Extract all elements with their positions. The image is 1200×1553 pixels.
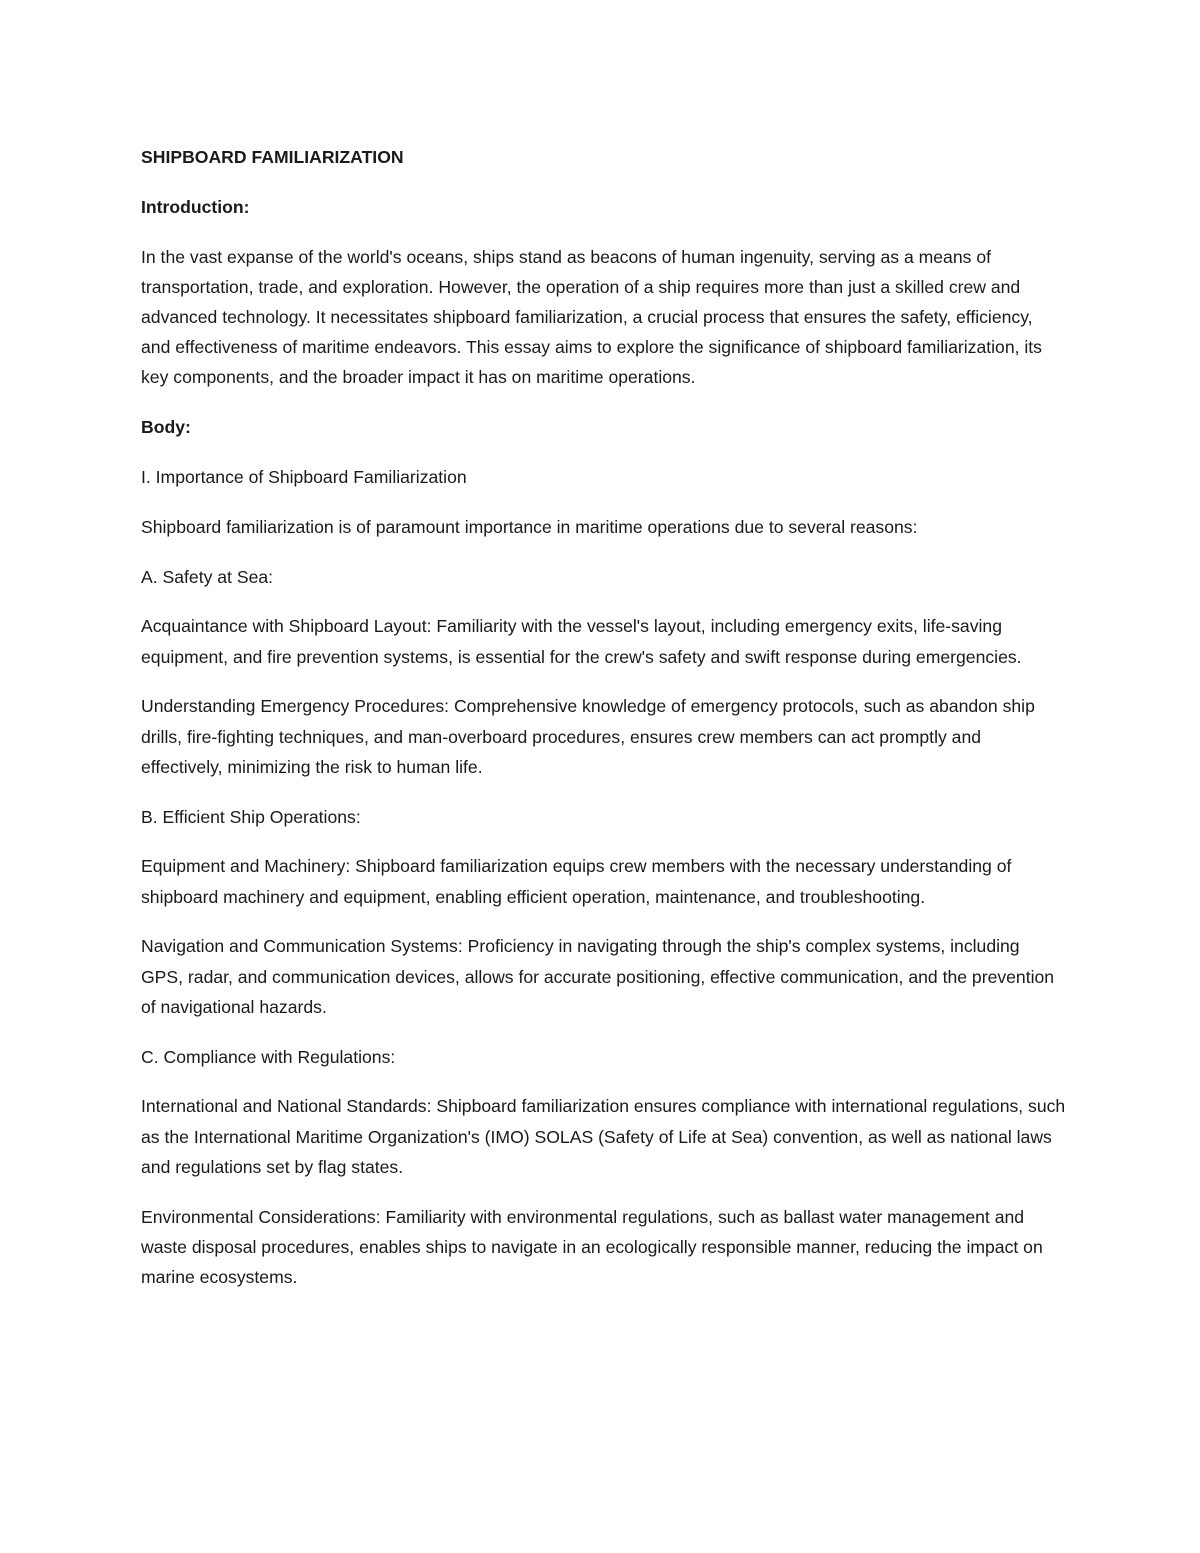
subsection-a-paragraph-2: Understanding Emergency Procedures: Comprehensive knowledge of emergency protocols, such as abandon ship drills, fire-fighting techniques, and man-overboard procedures, ensures crew members can act promptly and effectively, minimizing the risk to human life. — [141, 696, 1035, 777]
introduction-paragraph: In the vast expanse of the world's oceans, ships stand as beacons of human ingenuity, serving as a means of transportation, trade, and exploration. However, the operation of a ship requires more than just a skilled crew and advanced technology. It necessitates shipboard familiarization, a crucial process that ensures the safety, efficiency, and effectiveness of maritime endeavors. This essay aims to explore the significance of shipboard familiarization, its key components, and the broader impact it has on maritime operations. — [141, 246, 1042, 388]
subsection-a-heading: A. Safety at Sea: — [141, 566, 274, 587]
section-1-intro: Shipboard familiarization is of paramount importance in maritime operations due to several reasons: — [141, 516, 918, 537]
subsection-a-paragraph-1: Acquaintance with Shipboard Layout: Familiarity with the vessel's layout, including emergency exits, life-saving equipment, and fire prevention systems, is essential for the crew's safety and swift response during emergencies. — [141, 616, 1022, 667]
subsection-c-paragraph-1: International and National Standards: Shipboard familiarization ensures compliance with international regulations, such as the International Maritime Organization's (IMO) SOLAS (Safety of Life at Sea) convention, as well as national laws and regulations set by flag states. — [141, 1096, 1066, 1177]
subsection-b-paragraph-1: Equipment and Machinery: Shipboard familiarization equips crew members with the necessary understanding of shipboard machinery and equipment, enabling efficient operation, maintenance, and troubleshooting. — [141, 856, 1012, 907]
subsection-c-heading: C. Compliance with Regulations: — [141, 1046, 396, 1067]
subsection-c-paragraph-2: Environmental Considerations: Familiarity with environmental regulations, such as ballast water management and waste disposal procedures, enables ships to navigate in an ecologically responsible manner, reducing the impact on marine ecosystems. — [141, 1206, 1043, 1287]
document-title: SHIPBOARD FAMILIARIZATION — [141, 147, 404, 167]
subsection-b-paragraph-2: Navigation and Communication Systems: Proficiency in navigating through the ship's complex systems, including GPS, radar, and communication devices, allows for accurate positioning, effective communication, and the prevention of navigational hazards. — [141, 936, 1055, 1017]
subsection-b-heading: B. Efficient Ship Operations: — [141, 806, 361, 827]
body-heading: Body: — [141, 417, 191, 438]
section-1-heading: I. Importance of Shipboard Familiarization — [141, 467, 467, 487]
introduction-heading: Introduction: — [141, 196, 250, 217]
document-content — [141, 142, 1066, 1312]
